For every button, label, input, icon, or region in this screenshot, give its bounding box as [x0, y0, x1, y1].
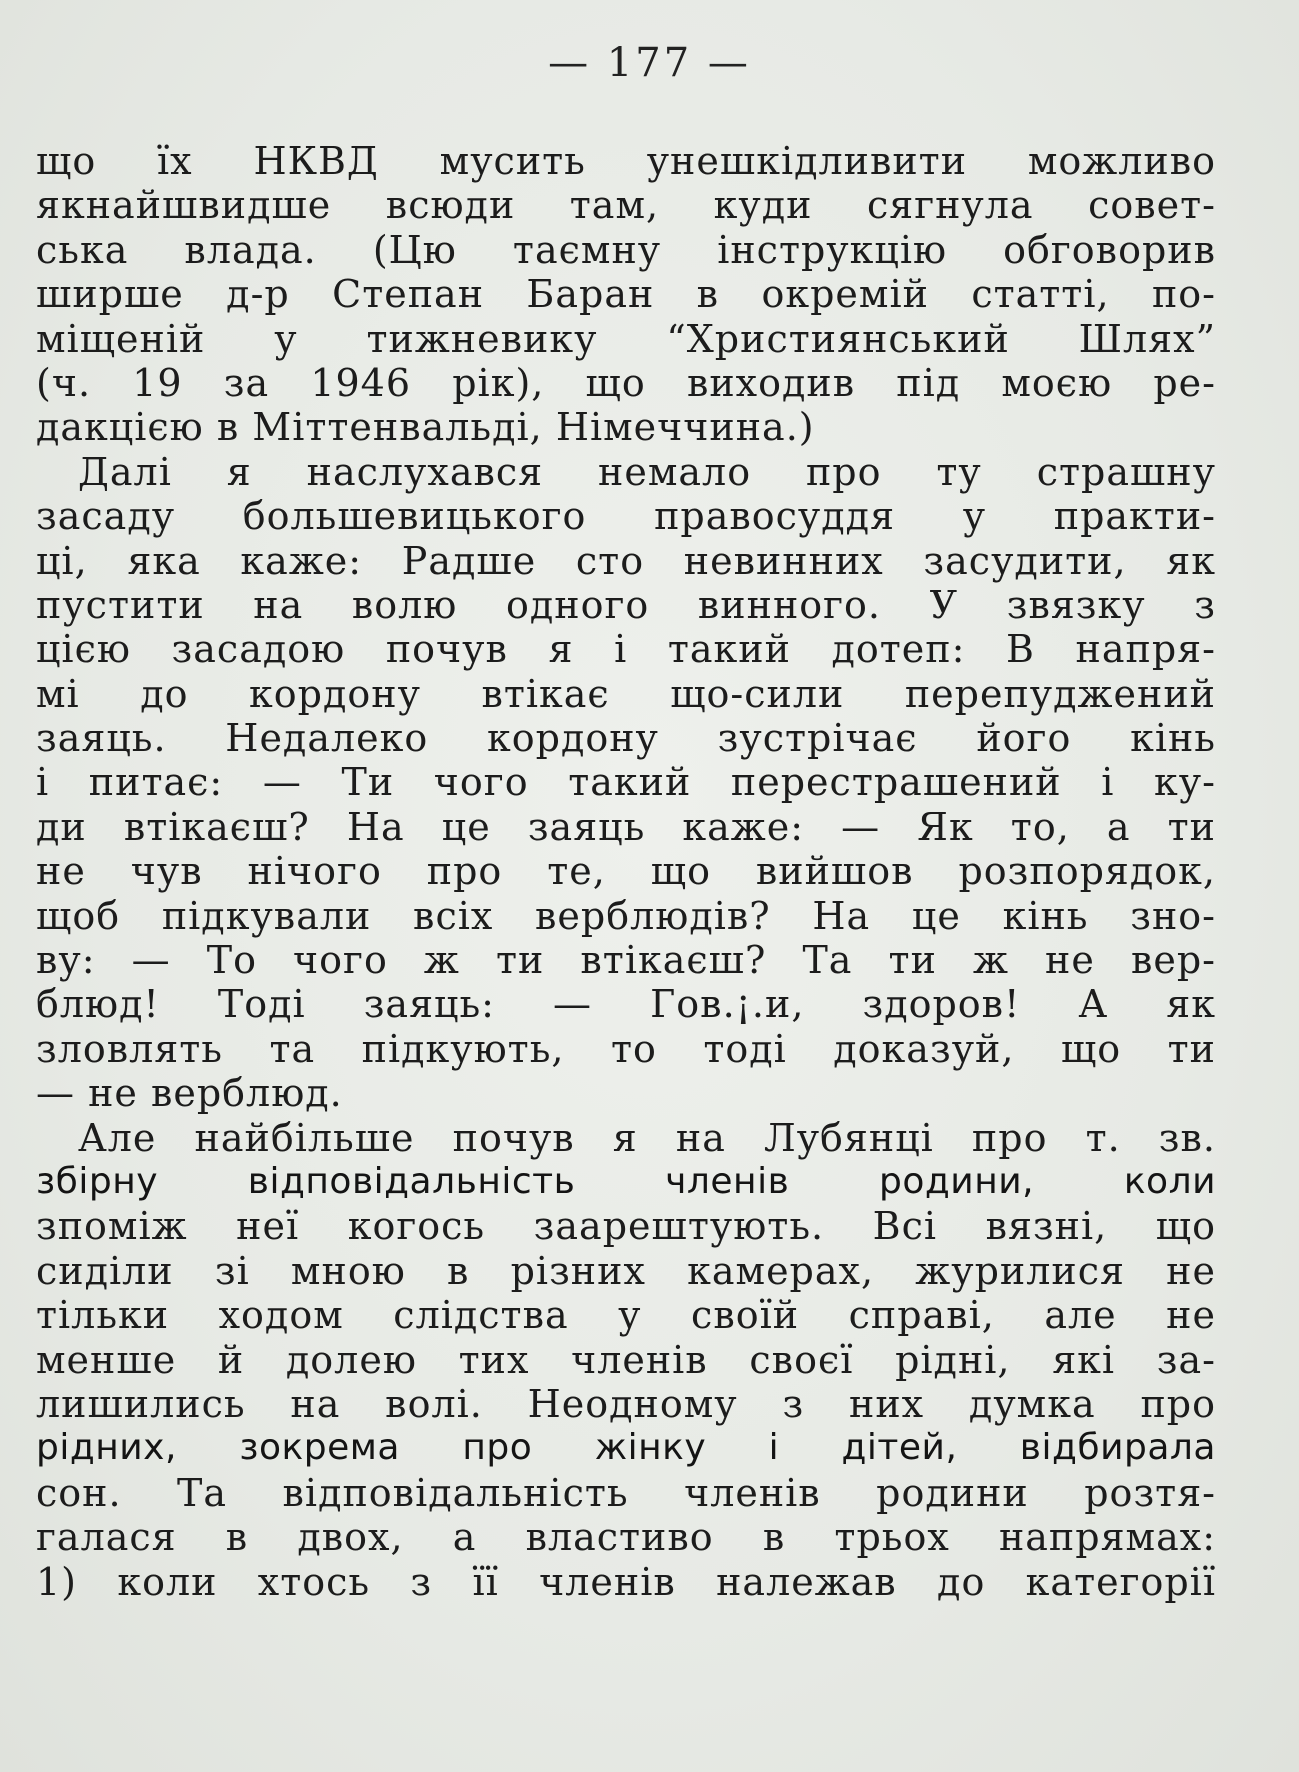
- body-text: [36, 139, 1216, 1604]
- text-line: засаду большевицького правосуддя у практи-: [36, 494, 1216, 539]
- text-line: лишились на волі. Неодному з них думка про: [36, 1381, 1216, 1426]
- text-line: ди втікаєш? На це заяць каже: — Як то, а ти: [36, 804, 1216, 849]
- text-line: рідних, зокрема про жінку і дітей, відбирала: [36, 1427, 1216, 1469]
- text-line: збірну відповідальність членів родини, коли: [36, 1160, 1216, 1202]
- text-line: не чув нічого про те, що вийшов розпорядок,: [36, 849, 1216, 894]
- text-line: пустити на волю одного винного. У звязку з: [36, 582, 1216, 627]
- text-line: сиділи зі мною в різних камерах, журилися не: [36, 1248, 1216, 1293]
- text-line: ська влада. (Цю таємну інструкцію обговорив: [36, 227, 1216, 272]
- text-line: і питає: — Ти чого такий перестрашений і ку-: [36, 760, 1216, 805]
- text-line: — не верблюд.: [36, 1071, 343, 1116]
- text-line: що їх НКВД мусить унешкідливити можливо: [36, 139, 1216, 183]
- text-line: тільки ходом слідства у своїй справі, але не: [36, 1293, 1216, 1338]
- text-line: ці, яка каже: Радше сто невинних засудити, як: [36, 538, 1216, 583]
- text-line: ву: — То чого ж ти втікаєш? Та ти ж не вер-: [36, 938, 1216, 983]
- text-line: сон. Та відповідальність членів родини розтя-: [36, 1470, 1216, 1515]
- text-line: зловлять та підкують, то тоді доказуй, що ти: [36, 1026, 1216, 1071]
- text-line: блюд! Тоді заяць: — Гов.¡.и, здоров! А як: [36, 982, 1216, 1027]
- text-line: менше й долею тих членів своєї рідні, які за-: [36, 1337, 1216, 1382]
- text-line: якнайшвидше всюди там, куди сягнула совет-: [36, 183, 1216, 228]
- text-line: заяць. Недалеко кордону зустрічає його кінь: [36, 716, 1216, 761]
- text-line: дакцією в Міттенвальді, Німеччина.): [36, 405, 815, 450]
- text-line: галася в двох, а властиво в трьох напрямах:: [36, 1515, 1216, 1560]
- text-line: ширше д-р Степан Баран в окремій статті, по-: [36, 272, 1216, 317]
- paragraph-start-line: Але найбільше почув я на Лубянці про т. зв.: [78, 1115, 1216, 1160]
- text-line: цією засадою почув я і такий дотеп: В напря-: [36, 627, 1216, 672]
- page-number: — 177 —: [548, 40, 751, 86]
- text-line: (ч. 19 за 1946 рік), що виходив під моєю ре-: [36, 360, 1216, 405]
- text-line: 1) коли хтось з її членів належав до категорії: [36, 1559, 1216, 1604]
- paragraph-start-line: Далі я наслухався немало про ту страшну: [78, 449, 1216, 494]
- text-line: щоб підкували всіх верблюдів? На це кінь зно-: [36, 893, 1216, 938]
- text-line: мі до кордону втікає що-сили перепуджений: [36, 671, 1216, 716]
- text-line: зпоміж неї когось заарештують. Всі вязні, що: [36, 1204, 1216, 1249]
- text-line: міщеній у тижневику “Християнський Шлях”: [36, 316, 1216, 361]
